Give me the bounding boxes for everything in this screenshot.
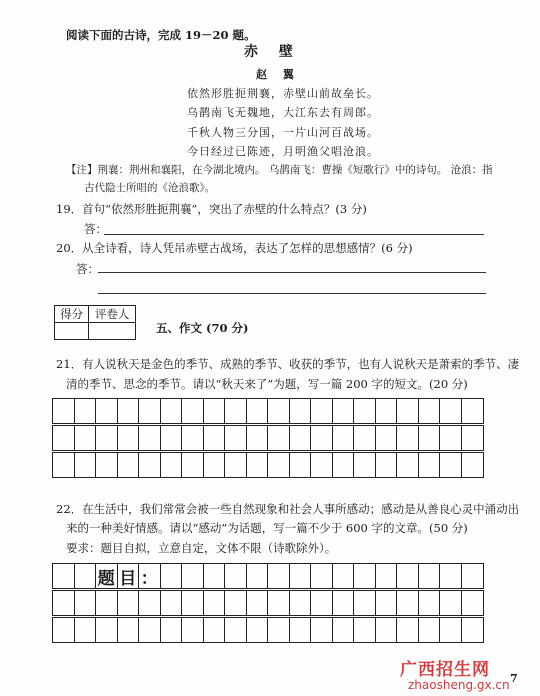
grid-cell[interactable] <box>75 591 97 615</box>
grid-cell[interactable] <box>440 453 462 477</box>
grid-cell[interactable] <box>139 591 161 615</box>
question-22-cont: 来的一种美好情感。请以“感动”为话题，写一篇不少于 600 字的文章。(50 分) <box>66 521 468 535</box>
grid-cell[interactable] <box>182 591 204 615</box>
grid-cell[interactable] <box>75 426 97 450</box>
grid-cell[interactable] <box>440 399 462 423</box>
grid-row <box>52 452 484 478</box>
grid-cell[interactable] <box>419 399 441 423</box>
grid-cell[interactable] <box>268 453 290 477</box>
grid-cell[interactable] <box>462 618 484 642</box>
reviewer-label: 评卷人 <box>89 306 136 323</box>
grid-cell[interactable] <box>397 453 419 477</box>
grid-row <box>52 425 484 451</box>
grid-cell[interactable] <box>75 564 97 588</box>
grid-cell[interactable] <box>118 453 140 477</box>
grid-cell[interactable] <box>247 426 269 450</box>
grid-cell[interactable] <box>268 399 290 423</box>
question-19: 19．首句“依然形胜扼荆襄”，突出了赤壁的什么特点？(3 分) <box>56 202 367 216</box>
grid-cell[interactable] <box>397 591 419 615</box>
grid-cell[interactable] <box>53 399 75 423</box>
grid-cell[interactable] <box>75 399 97 423</box>
grid-cell[interactable] <box>53 564 75 588</box>
grid-cell[interactable] <box>118 591 140 615</box>
grid-cell[interactable] <box>118 426 140 450</box>
grid-cell[interactable] <box>161 453 183 477</box>
grid-row <box>52 590 484 616</box>
grid-cell[interactable] <box>311 453 333 477</box>
grid-cell[interactable] <box>376 618 398 642</box>
grid-cell[interactable] <box>225 399 247 423</box>
grid-cell[interactable] <box>182 453 204 477</box>
grid-cell[interactable] <box>118 399 140 423</box>
grid-cell[interactable] <box>376 453 398 477</box>
grid-cell[interactable] <box>139 453 161 477</box>
grid-cell[interactable] <box>247 453 269 477</box>
grid-cell[interactable] <box>397 564 419 588</box>
poem-line: 今日经过已陈迹，月明渔父唱沧浪。 <box>187 145 379 158</box>
grid-cell[interactable] <box>268 591 290 615</box>
watermark-title: 广西招生网 <box>400 660 490 680</box>
grid-cell[interactable] <box>354 426 376 450</box>
grid-cell[interactable] <box>75 618 97 642</box>
grid-cell[interactable] <box>96 591 118 615</box>
grid-cell[interactable] <box>268 564 290 588</box>
grid-cell[interactable] <box>96 453 118 477</box>
page-number: 7 <box>510 672 518 685</box>
grid-cell[interactable] <box>376 591 398 615</box>
grid-cell[interactable] <box>311 618 333 642</box>
grid-cell[interactable] <box>161 564 183 588</box>
grid-cell[interactable] <box>161 591 183 615</box>
grid-cell[interactable] <box>440 426 462 450</box>
grid-cell[interactable] <box>53 426 75 450</box>
poem-title: 赤 壁 <box>244 44 301 60</box>
grid-cell[interactable] <box>247 564 269 588</box>
grid-row <box>52 398 484 424</box>
grid-cell[interactable] <box>290 564 312 588</box>
grid-cell[interactable] <box>53 453 75 477</box>
grid-cell[interactable] <box>182 564 204 588</box>
poem-notes-cont: 古代隐士所唱的《沧浪歌》。 <box>84 182 216 194</box>
grid-cell[interactable] <box>290 591 312 615</box>
grid-cell[interactable] <box>462 591 484 615</box>
grid-cell[interactable] <box>397 426 419 450</box>
grid-cell[interactable] <box>462 564 484 588</box>
grid-cell[interactable] <box>225 618 247 642</box>
grid-cell[interactable] <box>462 453 484 477</box>
grid-cell[interactable] <box>204 564 226 588</box>
grid-cell[interactable] <box>419 453 441 477</box>
grid-cell[interactable] <box>225 591 247 615</box>
grid-cell[interactable] <box>268 426 290 450</box>
grid-cell[interactable] <box>440 564 462 588</box>
grid-cell[interactable] <box>96 426 118 450</box>
grid-cell[interactable] <box>376 399 398 423</box>
grid-heading-cell[interactable]: 题 <box>96 564 118 588</box>
grid-cell[interactable] <box>225 453 247 477</box>
grid-cell[interactable] <box>247 399 269 423</box>
score-cell[interactable] <box>55 323 89 340</box>
score-box <box>54 305 136 340</box>
grid-cell[interactable] <box>311 399 333 423</box>
grid-cell[interactable] <box>204 426 226 450</box>
grid-cell[interactable] <box>419 618 441 642</box>
poem-line: 依然形胜扼荆襄，赤壁山前故垒长。 <box>187 87 379 100</box>
grid-cell[interactable] <box>290 426 312 450</box>
grid-cell[interactable] <box>290 618 312 642</box>
grid-cell[interactable] <box>311 564 333 588</box>
grid-cell[interactable] <box>139 426 161 450</box>
grid-cell[interactable] <box>333 426 355 450</box>
grid-heading-cell[interactable]: ： <box>139 564 161 588</box>
grid-cell[interactable] <box>419 426 441 450</box>
question-21-cont: 清的季节、思念的季节。请以“秋天来了”为题，写一篇 200 字的短文。(20 分) <box>66 377 468 391</box>
score-label: 得分 <box>55 306 89 323</box>
poem-line: 千秋人物三分国，一片山河百战场。 <box>187 126 379 139</box>
grid-cell[interactable] <box>376 564 398 588</box>
grid-cell[interactable] <box>118 618 140 642</box>
grid-cell[interactable] <box>462 426 484 450</box>
grid-cell[interactable] <box>311 591 333 615</box>
grid-heading-cell[interactable]: 目 <box>118 564 140 588</box>
question-22-requirement: 要求：题目自拟，立意自定，文体不限（诗歌除外）。 <box>66 541 337 555</box>
section-heading: 五、作文 (70 分) <box>156 321 249 335</box>
grid-cell[interactable] <box>440 591 462 615</box>
poem-notes: 【注】荆襄：荆州和襄阳，在今湖北境内。 乌鹊南飞：曹操《短歌行》中的诗句。 沧浪：指 <box>66 164 493 176</box>
grid-cell[interactable] <box>419 591 441 615</box>
answer-line-20a[interactable] <box>98 272 486 273</box>
grid-cell[interactable] <box>161 618 183 642</box>
grid-cell[interactable] <box>204 453 226 477</box>
grid-cell[interactable] <box>354 399 376 423</box>
grid-cell[interactable] <box>462 399 484 423</box>
grid-cell[interactable] <box>75 453 97 477</box>
poem-author: 赵 翼 <box>256 68 300 81</box>
grid-cell[interactable] <box>333 591 355 615</box>
grid-cell[interactable] <box>161 399 183 423</box>
grid-cell[interactable] <box>225 564 247 588</box>
answer-label-20: 答： <box>76 262 99 276</box>
grid-cell[interactable] <box>53 591 75 615</box>
grid-row <box>52 563 484 589</box>
question-20: 20．从全诗看，诗人凭吊赤壁古战场，表达了怎样的思想感情？(6 分) <box>56 241 413 255</box>
grid-cell[interactable] <box>204 618 226 642</box>
grid-cell[interactable] <box>397 399 419 423</box>
question-21: 21．有人说秋天是金色的季节、成熟的季节、收获的季节，也有人说秋天是萧索的季节、凄 <box>56 357 520 371</box>
grid-cell[interactable] <box>440 618 462 642</box>
grid-cell[interactable] <box>290 453 312 477</box>
grid-cell[interactable] <box>182 399 204 423</box>
grid-row <box>52 617 484 643</box>
grid-cell[interactable] <box>333 618 355 642</box>
grid-cell[interactable] <box>139 399 161 423</box>
grid-cell[interactable] <box>139 618 161 642</box>
grid-cell[interactable] <box>333 453 355 477</box>
grid-cell[interactable] <box>354 564 376 588</box>
grid-cell[interactable] <box>354 591 376 615</box>
grid-cell[interactable] <box>354 453 376 477</box>
answer-line-19[interactable] <box>104 234 484 235</box>
reading-instruction: 阅读下面的古诗，完成 19－20 题。 <box>66 28 256 42</box>
grid-cell[interactable] <box>290 399 312 423</box>
grid-cell[interactable] <box>268 618 290 642</box>
grid-cell[interactable] <box>225 426 247 450</box>
grid-cell[interactable] <box>161 426 183 450</box>
watermark-url: zhaosheng.gx.cn <box>408 678 510 692</box>
grid-cell[interactable] <box>419 564 441 588</box>
grid-cell[interactable] <box>182 618 204 642</box>
grid-cell[interactable] <box>182 426 204 450</box>
grid-cell[interactable] <box>204 591 226 615</box>
grid-cell[interactable] <box>53 618 75 642</box>
grid-cell[interactable] <box>376 426 398 450</box>
grid-cell[interactable] <box>354 618 376 642</box>
grid-cell[interactable] <box>311 426 333 450</box>
grid-cell[interactable] <box>96 618 118 642</box>
answer-line-20b[interactable] <box>98 293 486 294</box>
question-22: 22．在生活中，我们常常会被一些自然现象和社会人事所感动；感动是从善良心灵中涌动出 <box>56 502 520 516</box>
poem-line: 乌鹊南飞无魏地，大江东去有周郎。 <box>187 106 379 119</box>
grid-cell[interactable] <box>397 618 419 642</box>
grid-cell[interactable] <box>96 399 118 423</box>
grid-cell[interactable] <box>247 618 269 642</box>
grid-cell[interactable] <box>333 564 355 588</box>
reviewer-cell[interactable] <box>89 323 136 340</box>
grid-cell[interactable] <box>247 591 269 615</box>
grid-cell[interactable] <box>333 399 355 423</box>
answer-label-19: 答： <box>84 222 107 236</box>
grid-cell[interactable] <box>204 399 226 423</box>
